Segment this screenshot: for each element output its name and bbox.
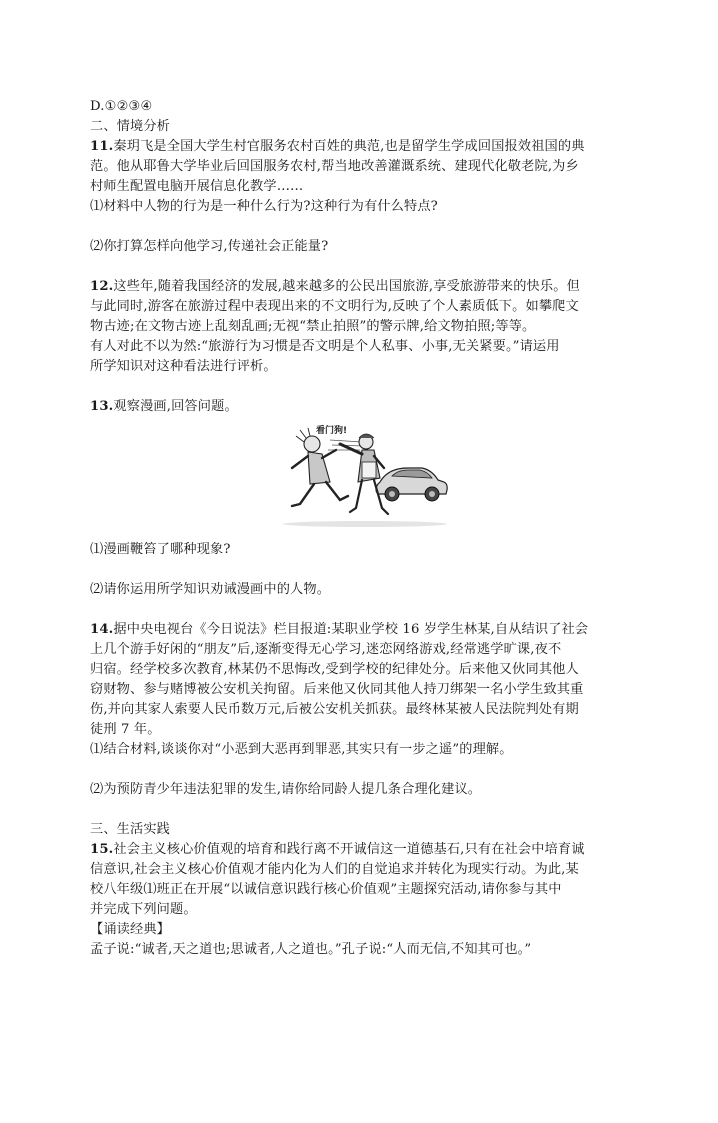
cartoon-illustration xyxy=(90,420,630,532)
question-number: 14. xyxy=(90,622,114,637)
sub-question-2: ⑵请你运用所学知识劝诫漫画中的人物。 xyxy=(90,582,331,597)
question-text-line: 范。他从耶鲁大学毕业后回国服务农村,帮当地改善灌溉系统、建现代化敬老院,为乡 xyxy=(90,159,579,174)
question-text-line: 上几个游手好闲的“朋友”后,逐渐变得无心学习,迷恋网络游戏,经常逃学旷课,夜不 xyxy=(90,642,562,657)
question-13 xyxy=(90,397,630,600)
question-text-line: 窃财物、参与赌博被公安机关拘留。后来他又伙同其他人持刀绑架一名小学生致其重 xyxy=(90,682,584,697)
question-15 xyxy=(90,840,630,960)
document-page xyxy=(90,97,630,960)
sub-question-1: ⑴材料中人物的行为是一种什么行为?这种行为有什么特点? xyxy=(90,199,438,214)
cartoon-drawing xyxy=(270,420,450,530)
question-text-line: 所学知识对这种看法进行评析。 xyxy=(90,359,277,374)
question-text-line: 13.观察漫画,回答问题。 xyxy=(90,399,238,414)
question-text-line: 14.据中央电视台《今日说法》栏目报道:某职业学校 16 岁学生林某,自从结识了社会 xyxy=(90,622,589,637)
question-number: 15. xyxy=(90,842,114,857)
question-text-line: 伤,并向其家人索要人民币数万元,后被公安机关抓获。最终林某被人民法院判处有期 xyxy=(90,702,579,717)
section-heading-2: 二、情境分析 xyxy=(90,119,171,134)
question-text-line: 并完成下列问题。 xyxy=(90,902,197,917)
question-number: 13. xyxy=(90,399,114,414)
sub-question-1: ⑴漫画鞭笞了哪种现象? xyxy=(90,542,231,557)
question-text-line: 校八年级⑴班正在开展“以诚信意识践行核心价值观”主题探究活动,请你参与其中 xyxy=(90,882,562,897)
question-text-line: 有人对此不以为然:“旅游行为习惯是否文明是个人私事、小事,无关紧要。”请运用 xyxy=(90,339,560,354)
question-text-line: 归宿。经学校多次教育,林某仍不思悔改,受到学校的纪律处分。后来他又伙同其他人 xyxy=(90,662,579,677)
question-text-line: 15.社会主义核心价值观的培育和践行离不开诚信这一道德基石,只有在社会中培育诚 xyxy=(90,842,585,857)
question-number: 11. xyxy=(90,139,114,154)
classic-quote: 孟子说:“诚者,天之道也;思诚者,人之道也。”孔子说:“人而无信,不知其可也。” xyxy=(90,942,532,957)
question-text-line: 村师生配置电脑开展信息化教学…… xyxy=(90,179,304,194)
cartoon-caption: 看门狗! xyxy=(316,426,348,436)
question-text-line: 物古迹;在文物古迹上乱刻乱画;无视“禁止拍照”的警示牌,给文物拍照;等等。 xyxy=(90,319,536,334)
question-12 xyxy=(90,277,630,377)
question-text-line: 与此同时,游客在旅游过程中表现出来的不文明行为,反映了个人素质低下。如攀爬文 xyxy=(90,299,579,314)
question-14 xyxy=(90,620,630,800)
question-text-line: 12.这些年,随着我国经济的发展,越来越多的公民出国旅游,享受旅游带来的快乐。但 xyxy=(90,279,580,294)
sub-question-1: ⑴结合材料,谈谈你对“小恶到大恶再到罪恶,其实只有一步之遥”的理解。 xyxy=(90,742,513,757)
section-heading-3: 三、生活实践 xyxy=(90,822,171,837)
question-11 xyxy=(90,137,630,257)
sub-question-2: ⑵你打算怎样向他学习,传递社会正能量? xyxy=(90,239,329,254)
question-text-line: 信意识,社会主义核心价值观才能内化为人们的自觉追求并转化为现实行动。为此,某 xyxy=(90,862,579,877)
question-text-line: 11.秦玥飞是全国大学生村官服务农村百姓的典范,也是留学生学成回国报效祖国的典 xyxy=(90,139,585,154)
subsection-heading: 【诵读经典】 xyxy=(90,922,171,937)
question-text-line: 徒刑 7 年。 xyxy=(90,722,161,737)
option-d: D.①②③④ xyxy=(90,99,153,114)
sub-question-2: ⑵为预防青少年违法犯罪的发生,请你给同龄人提几条合理化建议。 xyxy=(90,782,482,797)
question-number: 12. xyxy=(90,279,114,294)
